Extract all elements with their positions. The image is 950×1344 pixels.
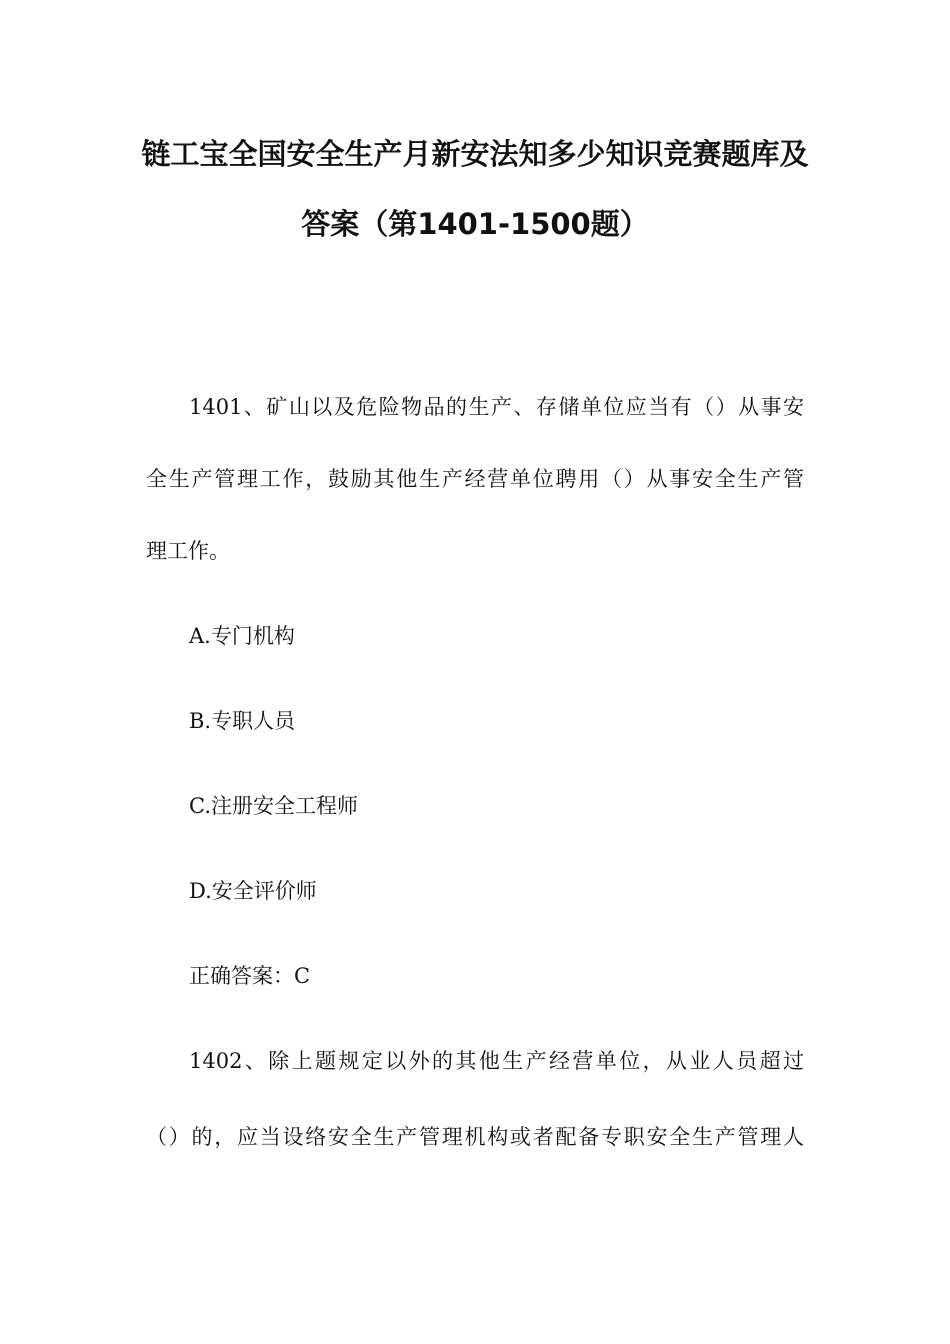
- question-1401-text-line-3: 理工作。: [146, 539, 230, 563]
- option-c: C.注册安全工程师: [189, 794, 358, 818]
- document-title-line-1: 链工宝全国安全生产月新安法知多少知识竞赛题库及: [141, 137, 809, 171]
- document-title-line-2: 答案（第1401-1500题）: [301, 207, 649, 241]
- question-1402-text-line-1: 1402、除上题规定以外的其他生产经营单位，从业人员超过: [189, 1049, 804, 1073]
- option-a: A.专门机构: [189, 624, 295, 648]
- option-b: B.专职人员: [189, 709, 296, 733]
- question-1402-text-line-2: （）的，应当设络安全生产管理机构或者配备专职安全生产管理人: [146, 1125, 804, 1149]
- question-1401-text-line-2: 全生产管理工作，鼓励其他生产经营单位聘用（）从事安全生产管: [146, 467, 804, 491]
- question-1401-text-line-1: 1401、矿山以及危险物品的生产、存储单位应当有（）从事安: [189, 395, 804, 419]
- correct-answer: 正确答案：C: [189, 964, 311, 988]
- option-d: D.安全评价师: [189, 879, 317, 903]
